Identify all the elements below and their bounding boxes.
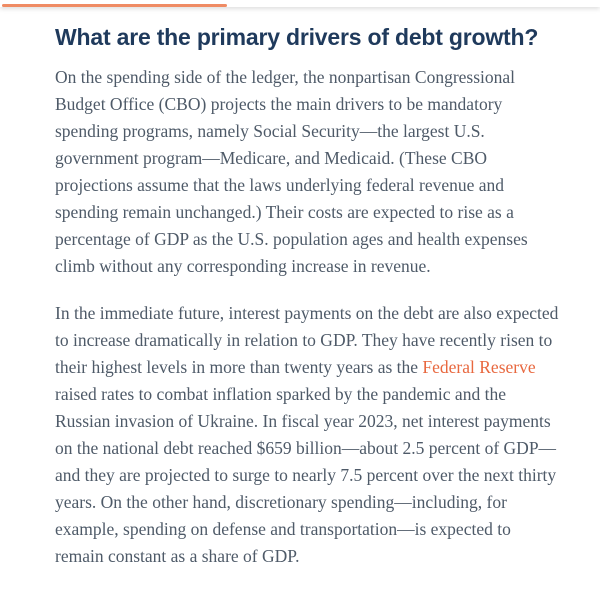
sticky-header <box>0 0 600 7</box>
paragraph-text-before-link: In the immediate future, interest payments on the debt are also expected to increase dramatically in relation to GDP. They have recently risen to their highest levels in more than twenty years as the <box>55 303 559 377</box>
paragraph-text-after-link: raised rates to combat inflation sparked by the pandemic and the Russian invasion of Ukraine. In fiscal year 2023, net interest payments on the national debt reached $659 billion—about 2.5 percent of GDP—and they are projected to surge to nearly 7.5 percent over the next thirty years. On the other hand, discretionary spending—including, for example, spending on defense and transportation—is expected to remain constant as a share of GDP. <box>55 384 557 566</box>
section-heading: What are the primary drivers of debt growth? <box>55 24 539 50</box>
paragraph-interest-payments <box>55 300 560 570</box>
reading-progress-bar <box>2 4 227 7</box>
article-content <box>0 7 600 570</box>
federal-reserve-link[interactable]: Federal Reserve <box>422 357 536 377</box>
article-body <box>55 64 560 570</box>
paragraph-spending-drivers: On the spending side of the ledger, the nonpartisan Congressional Budget Office (CBO) projects the main drivers to be mandatory spending programs, namely Social Security—the largest U.S. government program—Medicare, and Medicaid. (These CBO projections assume that the laws underlying federal revenue and spending remain unchanged.) Their costs are expected to rise as a percentage of GDP as the U.S. population ages and health expenses climb without any corresponding increase in revenue. <box>55 67 528 276</box>
